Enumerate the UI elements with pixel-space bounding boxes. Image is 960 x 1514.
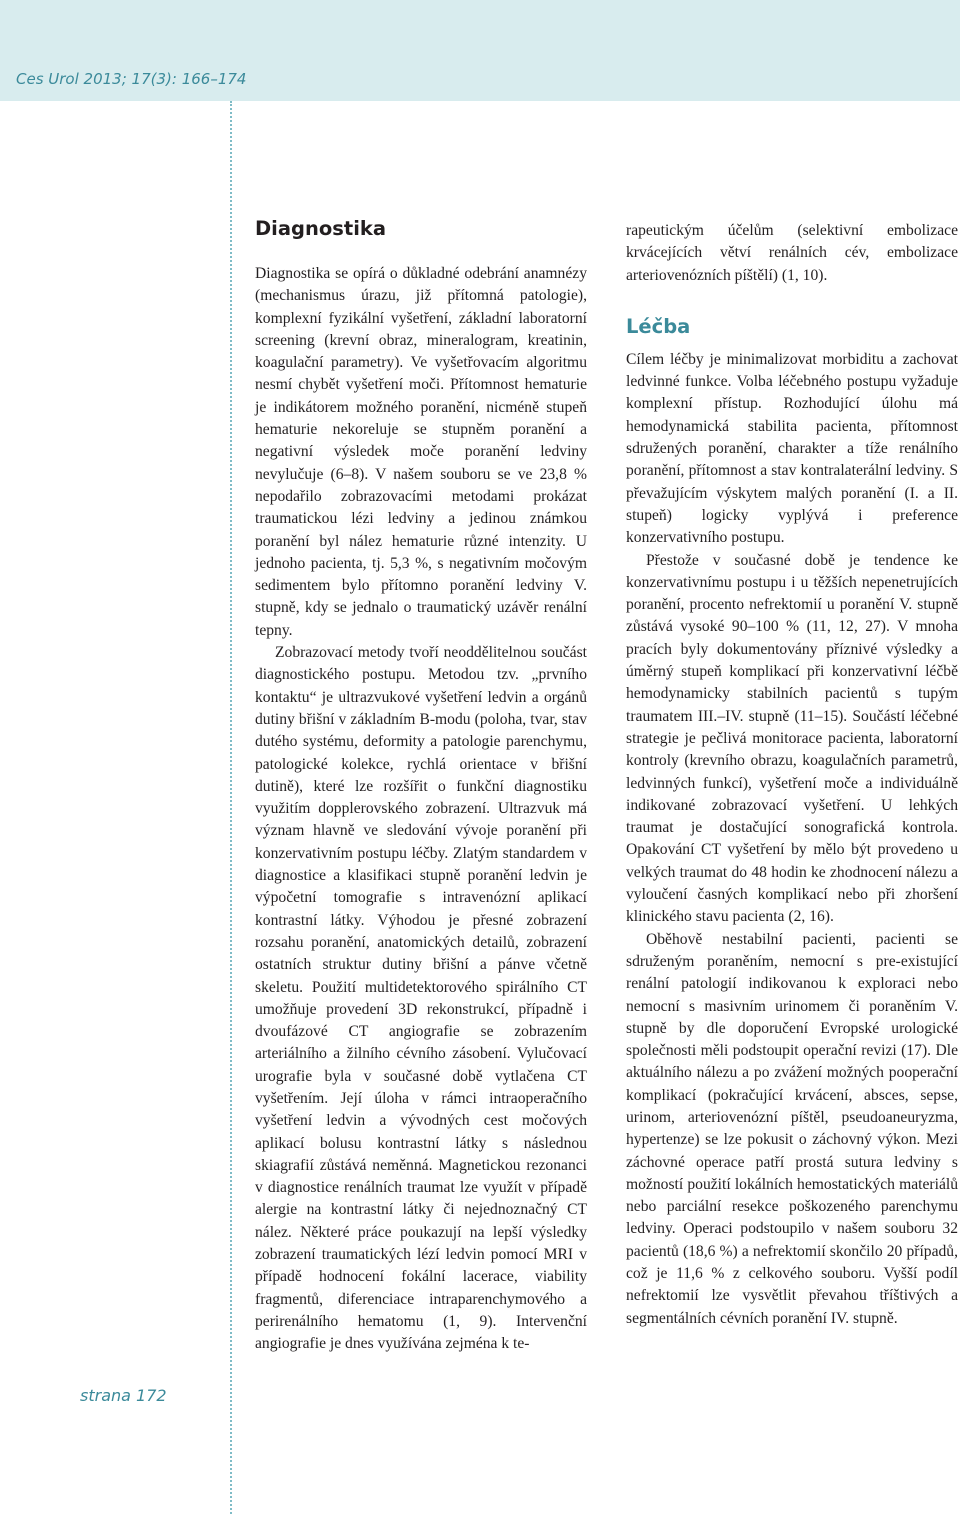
paragraph: Přestože v současné době je tendence ke konzervativnímu postupu i u těžších nepenetrujících poranění, procento nefrektomií u poranění V. stupně zůstává vysoké 90–100 % (11, 12, 27). V mnoha pracích byly dokumentovány příznivé výsledky a úměrný stupeň komplikací při konzervativní léčbě hemodynamicky stabilních pacientů s tupým traumatem III.–IV. stupně (11–15). Součástí léčebné strategie je pečlivá monitorace pacienta, laboratorní kontroly (krevního obrazu, koagulačních parametrů, ledvinných funkcí), vyšetření moče a individuálně indikované zobrazovací vyšetření. U lehkých traumat je dostačující sonografická kontrola. Opakování CT vyšetření by mělo být provedeno u velkých traumat do 48 hodin ke zhodnocení nálezu a vyloučení časných komplikací nebo při zhoršení klinického stavu pacienta (2, 16). <box>626 551 958 926</box>
journal-reference: Ces Urol 2013; 17(3): 166–174 <box>16 70 247 88</box>
paragraph: Zobrazovací metody tvoří neoddělitelnou součást diagnostického postupu. Metodou tzv. „prvního kontaktu“ je ultrazvukové vyšetření ledvin a orgánů dutiny břišní v základním B-modu (poloha, tvar, stav dutého systému, deformity a patologie parenchymu, patologické kolekce, rychlá orientace v břišní dutině), které lze rozšířit o funkční diagnostiku využitím dopplerovského zobrazení. Ultrazvuk má význam hlavně ve sledování vývoje poranění při konzervativním postupu léčby. Zlatým standardem v diagnostice a klasifikaci stupně poranění ledvin je výpočetní tomografie s intravenózní aplikací kontrastní látky. Výhodou je přesné zobrazení rozsahu poranění, anatomických detailů, zobrazení ostatních struktur dutiny břišní a pánve včetně skeletu. Použití multidetektorového spirálního CT umožňuje provedení 3D rekonstrukcí, případně i dvoufázové CT angiografie se zobrazením arteriálního a žilního cévního zásobení. Vylučovací urografie byla v současné době vytlačena CT vyšetřením. Její úloha v rámci intraoperačního vyšetření ledvin a vývodných cest močových aplikací bolusu kontrastní látky s následnou skiagrafií zůstává neměnná. Magnetickou rezonanci v diagnostice renálních traumat lze využít v případě alergie na kontrastní látky či nejednoznačný CT nález. Některé práce poukazují na lepší výsledky zobrazení traumatických lézí ledvin pomocí MRI v případě hodnocení fokální lacerace, viability fragmentů, diferenciace intraparenchymového a perirenálního hematomu (1, 9). Intervenční angiografie je dnes využívána zejména k te- <box>255 644 587 1353</box>
section-heading-lecba: Léčba <box>626 314 691 338</box>
section-heading-diagnostika: Diagnostika <box>255 217 387 240</box>
page-number: strana 172 <box>80 1386 167 1405</box>
left-column <box>255 216 587 1356</box>
right-column <box>626 220 958 1330</box>
paragraph-continued: rapeutickým účelům (selektivní embolizace krvácejících větví renálních cév, embolizace arteriovenózních píštělí) (1, 10). <box>626 222 958 284</box>
paragraph: Oběhově nestabilní pacienti, pacienti se sdruženým poraněním, nemocní s pre-existující renální patologií indikovanou k exploraci nebo nemocní s masivním urinomem či poraněním V. stupně by dle doporučení Evropské urologické společnosti měli podstoupit operační revizi (17). Dle aktuálního nálezu a po zvážení možných pooperační komplikací (pokračující krvácení, absces, sepse, urinom, arteriovenózní píštěl, pseudoaneuryzma, hypertenze) se lze pokusit o záchovný výkon. Mezi záchovné operace patří prostá sutura ledviny s možností použití lokálních hemostatických materiálů nebo parciální resekce poškozeného parenchymu ledviny. Operaci podstoupilo v našem souboru 32 pacientů (18,6 %) a nefrektomií skončilo 20 případů, což je 11,6 % z celkového souboru. Vyšší podíl nefrektomií lze vysvětlit převahou tříštivých a segmentálních cévních poranění IV. stupně. <box>626 930 958 1327</box>
paragraph: Diagnostika se opírá o důkladné odebrání anamnézy (mechanismus úrazu, již přítomná patologie), komplexní fyzikální vyšetření, základní laboratorní screening (krevní obraz, mineralogram, kreatinin, koagulační parametry). Ve vyšetřovacím algoritmu nesmí chybět vyšetření moči. Přítomnost hematurie je indikátorem možného poranění, nicméně stupeň hematurie nekoreluje se stupněm poranění a negativní výsledek moče poranění ledviny nevylučuje (6–8). V našem souboru se ve 23,8 % nepodařilo zobrazovacími metodami prokázat traumatickou lézi ledviny a jedinou známkou poranění byl nález hematurie různé intenzity. U jednoho pacienta, tj. 5,3 %, s negativním močovým sedimentem bylo přítomno poranění ledviny V. stupně, kdy se jednalo o traumatický uzávěr renální tepny. <box>255 265 587 639</box>
paragraph: Cílem léčby je minimalizovat morbiditu a zachovat ledvinné funkce. Volba léčebného postupu vyžaduje komplexní přístup. Rozhodující úlohu má hemodynamická stabilita pacienta, přítomnost sdružených poranění, charakter a tíže renálního poranění, přítomnost a stav kontralaterální ledviny. S převažujícím výskytem malých poranění (I. a II. stupeň) logicky vyplývá i preference konzervativního postupu. <box>626 350 958 547</box>
margin-divider <box>230 101 232 1514</box>
